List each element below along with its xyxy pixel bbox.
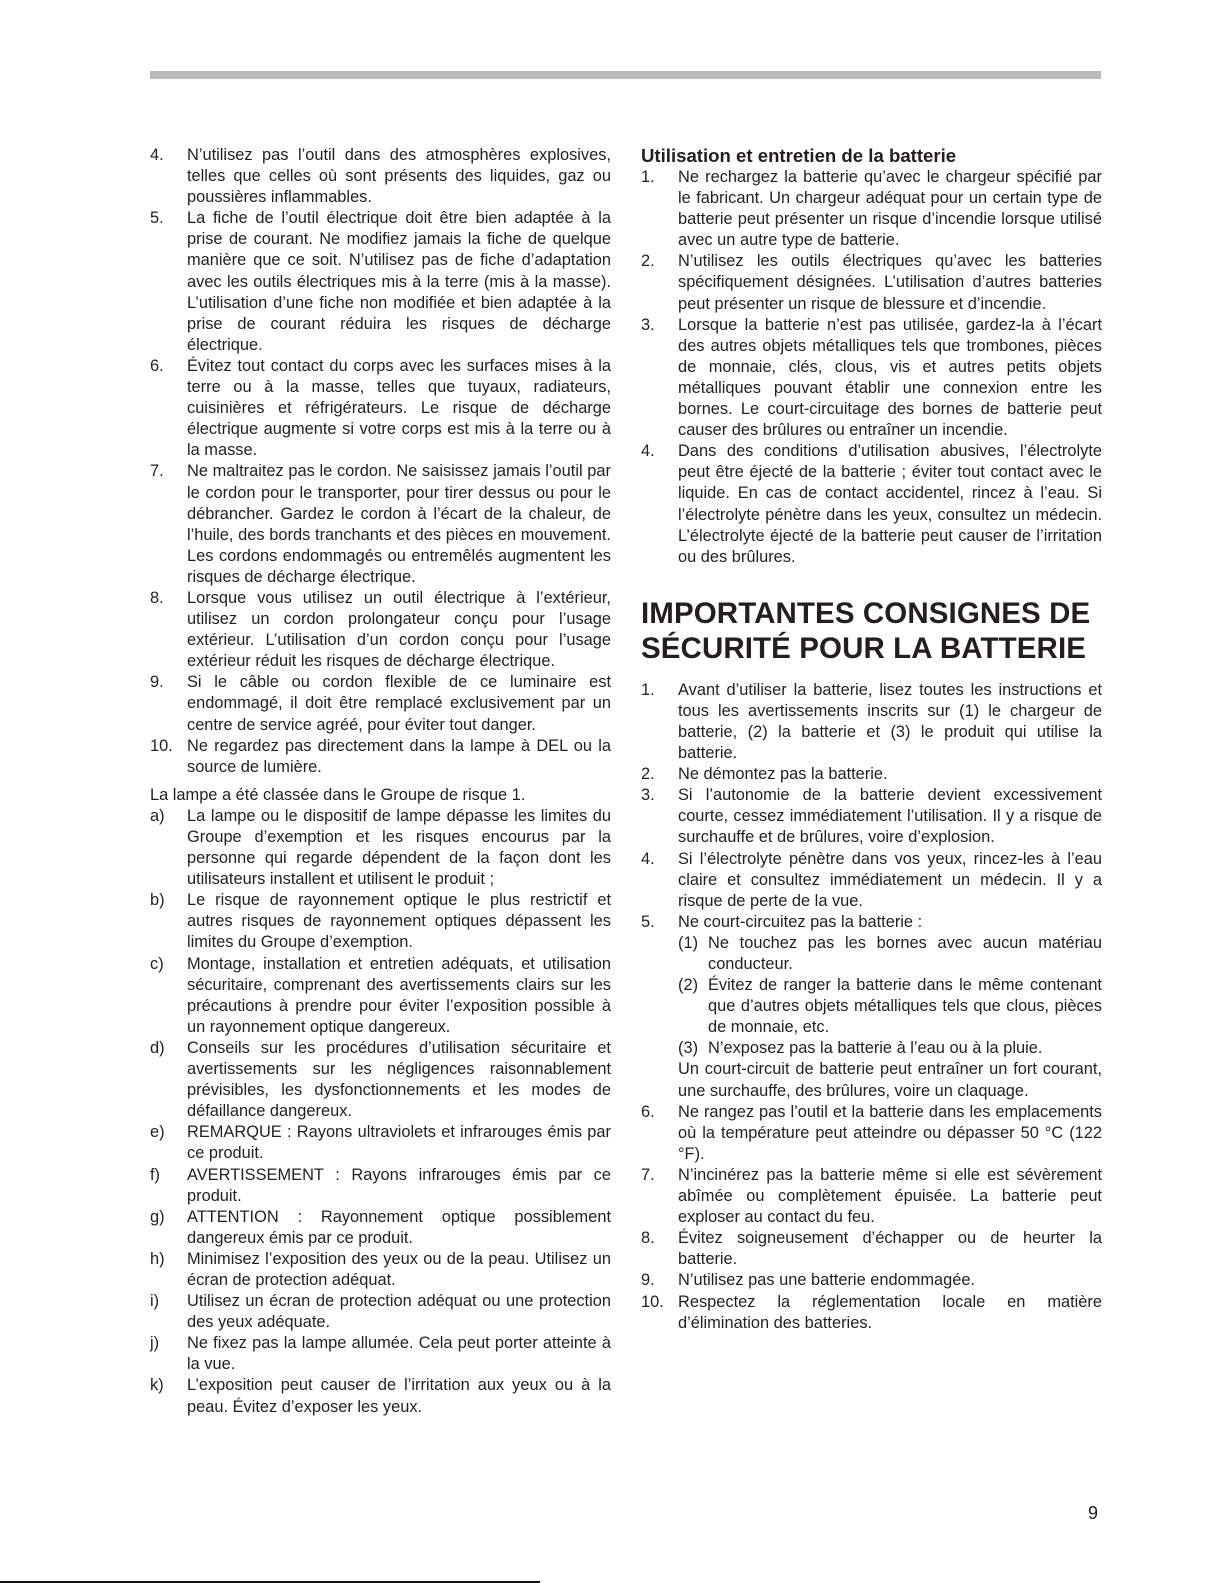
list-item: 5. Ne court-circuitez pas la batterie :: [641, 912, 923, 931]
short-circuit-sublist: [678, 933, 1102, 1060]
section-heading-battery-safety: IMPORTANTES CONSIGNES DE SÉCURITÉ POUR LA BATTERIE: [641, 596, 1091, 665]
list-item: 1. Ne rechargez la batterie qu’avec le chargeur spécifié par le fabricant. Un chargeur adéquat pour un certain type de batterie peut présenter un risque d’incendie lorsque utilisé avec un autre type de batterie.: [641, 168, 1102, 250]
power-tool-safety-list: [150, 145, 611, 778]
battery-use-list: [641, 167, 1102, 568]
list-item: b) Le risque de rayonnement optique le plus restrictif et autres risques de rayonnement optiques dépassent les limites du Groupe d’exemption.: [150, 891, 611, 952]
list-item: 5. La fiche de l’outil électrique doit être bien adaptée à la prise de courant. Ne modifiez jamais la fiche de quelque manière que ce soit. N’utilisez pas de fiche d’adaptation avec les outils électriques mis à la terre (mis à la masse). L’utilisation d’une fiche non modifiée et bien adaptée à la prise de courant réduira les risques de décharge électrique.: [150, 209, 611, 354]
left-column: [150, 145, 611, 1418]
list-item: 9. N’utilisez pas une batterie endommagée.: [641, 1271, 976, 1290]
list-item: 8. Évitez soigneusement d’échapper ou de heurter la batterie.: [641, 1229, 1102, 1269]
list-item: 7. N’incinérez pas la batterie même si elle est sévèrement abîmée ou complètement épuisée. La batterie peut exploser au contact du feu.: [641, 1165, 1102, 1227]
list-item: d) Conseils sur les procédures d’utilisation sécuritaire et avertissements sur les négligences raisonnablement prévisibles, les dysfonctionnements et les modes de défaillance dangereux.: [150, 1038, 611, 1121]
risk-group-statement: La lampe a été classée dans le Groupe de risque 1.: [150, 785, 526, 804]
list-item: 7. Ne maltraitez pas le cordon. Ne saisissez jamais l’outil par le cordon pour le transporter, pour tirer dessus ou pour le débrancher. Gardez le cordon à l’écart de la chaleur, de l’huile, des bords tranchants et des pièces en mouvement. Les cordons endommagés ou entremêlés augmentent les risques de décharge électrique.: [150, 462, 611, 586]
list-item: 6. Ne rangez pas l’outil et la batterie dans les emplacements où la température peut atteindre ou dépasser 50 °C (122 °F).: [641, 1102, 1102, 1163]
section-heading-battery-use: Utilisation et entretien de la batterie: [641, 145, 957, 166]
list-item: j) Ne fixez pas la lampe allumée. Cela peut porter atteinte à la vue.: [150, 1334, 611, 1374]
list-item: 3. Si l’autonomie de la batterie devient excessivement courte, cessez immédiatement l’utilisation. Il y a risque de surchauffe et de brûlures, voire d’explosion.: [641, 786, 1102, 847]
list-item: 2. N’utilisez les outils électriques qu’avec les batteries spécifiquement désignées. L’utilisation d’autres batteries peut présenter un risque de blessure et d’incendie.: [641, 252, 1102, 313]
sub-list-item: (1) Ne touchez pas les bornes avec aucun matériau conducteur.: [678, 933, 1102, 973]
list-item: 10. Ne regardez pas directement dans la lampe à DEL ou la source de lumière.: [150, 736, 611, 776]
sub-list-item: (2) Évitez de ranger la batterie dans le même contenant que d’autres objets métalliques tels que clous, pièces de monnaie, etc.: [678, 976, 1102, 1037]
list-item: a) La lampe ou le dispositif de lampe dépasse les limites du Groupe d’exemption et les risques encourus par la personne qui regarde dépendent de la façon dont les utilisateurs installent et utilisent le produit ;: [150, 806, 611, 889]
list-item: f) AVERTISSEMENT : Rayons infrarouges émis par ce produit.: [150, 1165, 611, 1205]
battery-safety-list: [641, 680, 1102, 1334]
list-item: 3. Lorsque la batterie n’est pas utilisée, gardez-la à l’écart des autres objets métalliques tels que trombones, pièces de monnaie, clés, clous, vis et autres petits objets métalliques pouvant établir une connexion entre les bornes. Le court-circuitage des bornes de batterie peut causer des brûlures ou entraîner un incendie.: [641, 315, 1102, 440]
list-item: c) Montage, installation et entretien adéquats, et utilisation sécuritaire, comprenant des avertissements clairs sur les précautions à prendre pour éviter l’exposition possible à un rayonnement optique dangereux.: [150, 954, 611, 1036]
sub-list-item: (3) N’exposez pas la batterie à l’eau ou à la pluie.: [678, 1039, 1043, 1058]
list-item: i) Utilisez un écran de protection adéquat ou une protection des yeux adéquate.: [150, 1292, 611, 1332]
lamp-risk-list: [150, 806, 611, 1418]
list-item: 2. Ne démontez pas la batterie.: [641, 765, 888, 784]
list-item: 9. Si le câble ou cordon flexible de ce luminaire est endommagé, il doit être remplacé exclusivement par un centre de service agréé, pour éviter tout danger.: [150, 673, 611, 734]
list-item: 10. Respectez la réglementation locale en matière d’élimination des batteries.: [641, 1292, 1102, 1332]
list-item: 8. Lorsque vous utilisez un outil électrique à l’extérieur, utilisez un cordon prolongateur conçu pour l’usage extérieur. L’utilisation d’un cordon conçu pour l’usage extérieur réduit les risques de décharge électrique.: [150, 588, 611, 671]
list-item: 1. Avant d’utiliser la batterie, lisez toutes les instructions et tous les avertissements inscrits sur (1) le chargeur de batterie, (2) la batterie et (3) le produit qui utilise la batterie.: [641, 680, 1102, 763]
list-item: 4. N’utilisez pas l’outil dans des atmosphères explosives, telles que celles où sont présents des liquides, gaz ou poussières inflammables.: [150, 146, 611, 207]
header-rule: [150, 71, 1101, 79]
page-number: 9: [1088, 1503, 1099, 1523]
list-item: 6. Évitez tout contact du corps avec les surfaces mises à la terre ou à la masse, telles que tuyaux, radiateurs, cuisinières et réfrigérateurs. Le risque de décharge électrique augmente si votre corps est mis à la terre ou à la masse.: [150, 356, 611, 460]
list-item: k) L’exposition peut causer de l’irritation aux yeux ou à la peau. Évitez d’exposer les yeux.: [150, 1376, 611, 1416]
list-item: 4. Dans des conditions d’utilisation abusives, l’électrolyte peut être éjecté de la batterie ; éviter tout contact avec le liquide. En cas de contact accidentel, rincez à l’eau. Si l’électrolyte pénètre dans les yeux, consultez un médecin. L’électrolyte éjecté de la batterie peut causer de l’irritation ou des brûlures.: [641, 442, 1102, 566]
right-column: [641, 145, 1102, 1334]
list-item: e) REMARQUE : Rayons ultraviolets et infrarouges émis par ce produit.: [150, 1123, 611, 1163]
list-item: h) Minimisez l’exposition des yeux ou de la peau. Utilisez un écran de protection adéquat.: [150, 1249, 611, 1289]
list-item: g) ATTENTION : Rayonnement optique possiblement dangereux émis par ce produit.: [150, 1207, 611, 1247]
short-circuit-note: Un court-circuit de batterie peut entraîner un fort courant, une surchauffe, des brûlures, voire un claquage.: [678, 1060, 1102, 1100]
list-item: 4. Si l’électrolyte pénètre dans vos yeux, rincez-les à l’eau claire et consultez immédiatement un médecin. Il y a risque de perte de la vue.: [641, 849, 1102, 910]
